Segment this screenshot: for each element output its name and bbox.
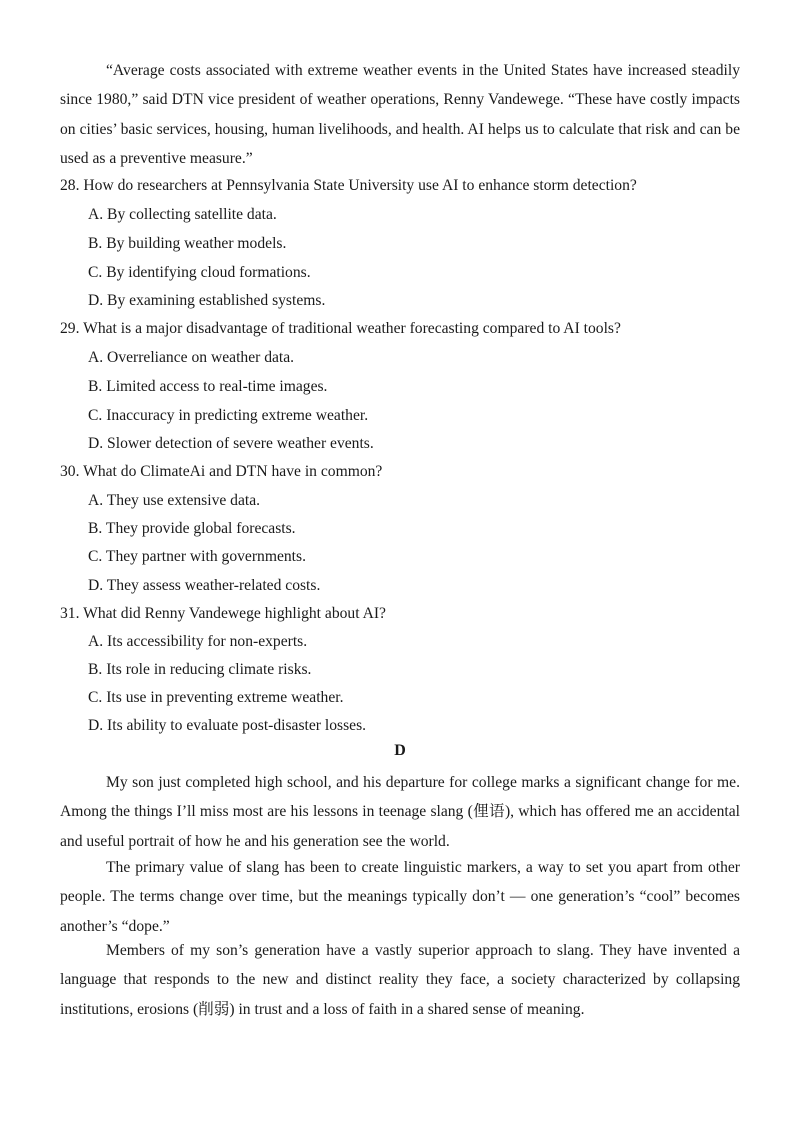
option-a: A. Overreliance on weather data. [88,349,295,366]
option-a: A. They use extensive data. [88,492,261,509]
passage-d-paragraph-2: The primary value of slang has been to create linguistic markers, a way to set you apart from other people. The terms change over time, but the meanings typically don’t — one generation’s “cool” becomes another’s “dope.” [60,859,740,935]
option-b: B. By building weather models. [88,235,287,252]
option-b: B. They provide global forecasts. [88,520,296,537]
option-a: A. Its accessibility for non-experts. [88,633,308,650]
option-c: C. Inaccuracy in predicting extreme weather. [88,407,369,424]
passage-c-quote-paragraph: “Average costs associated with extreme weather events in the United States have increased steadily since 1980,” said DTN vice president of weather operations, Renny Vandewege. “These have costly impacts on cities’ basic services, housing, human livelihoods, and health. AI helps us to calculate that risk and can be used as a preventive measure.” [60,62,740,167]
question-stem: 31. What did Renny Vandewege highlight about AI? [60,605,386,622]
option-b: B. Limited access to real-time images. [88,378,328,395]
option-c: C. By identifying cloud formations. [88,264,311,281]
option-d: D. They assess weather-related costs. [88,577,321,594]
question-stem: 29. What is a major disadvantage of traditional weather forecasting compared to AI tools? [60,320,621,337]
passage-d-paragraph-1: My son just completed high school, and his departure for college marks a significant change for me. Among the things I’ll miss most are his lessons in teenage slang (俚语), which has offered me an accidental and useful portrait of how he and his generation see the world. [60,774,740,850]
option-a: A. By collecting satellite data. [88,206,277,223]
option-d: D. Slower detection of severe weather events. [88,435,374,452]
option-b: B. Its role in reducing climate risks. [88,661,312,678]
question-stem: 30. What do ClimateAi and DTN have in common? [60,463,383,480]
option-d: D. By examining established systems. [88,292,326,309]
option-c: C. Its use in preventing extreme weather. [88,689,344,706]
question-stem: 28. How do researchers at Pennsylvania State University use AI to enhance storm detection? [60,177,637,194]
passage-d-title: D [394,742,406,759]
option-d: D. Its ability to evaluate post-disaster losses. [88,717,367,734]
option-c: C. They partner with governments. [88,548,306,565]
passage-d-paragraph-3: Members of my son’s generation have a vastly superior approach to slang. They have invented a language that responds to the new and distinct reality they face, a society characterized by collapsing institutions, erosions (削弱) in trust and a loss of faith in a shared sense of meaning. [60,942,740,1018]
